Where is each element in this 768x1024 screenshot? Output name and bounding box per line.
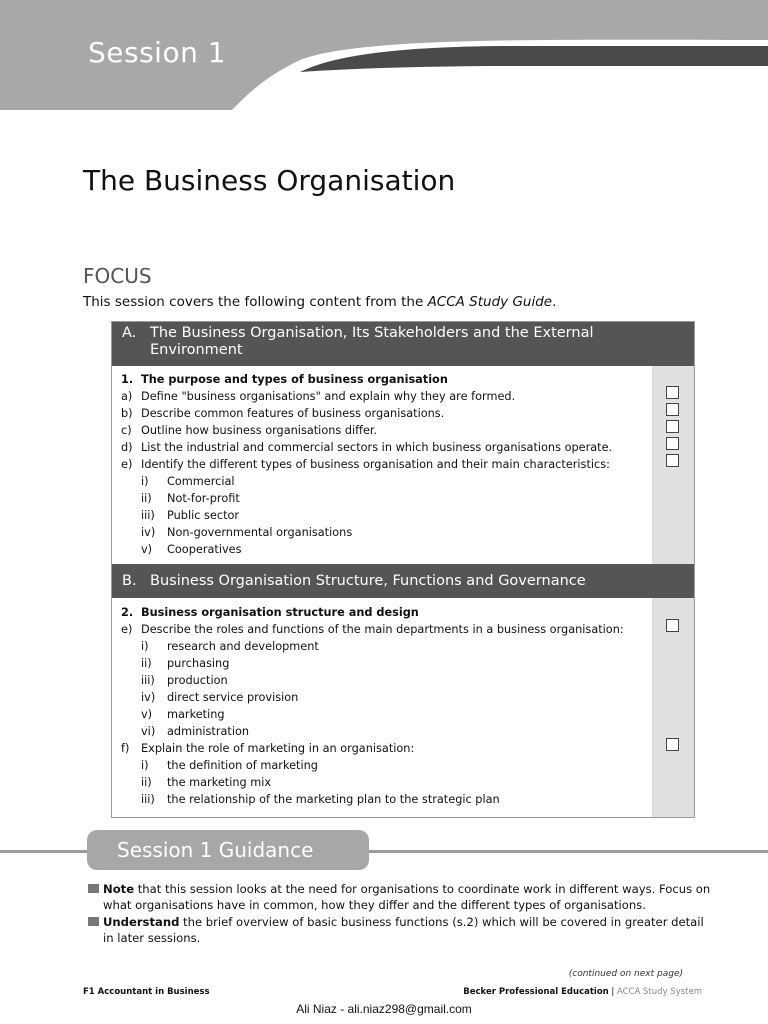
line-text: Not-for-profit	[167, 492, 240, 505]
line-text: Outline how business organisations differ.	[141, 424, 378, 437]
line-text: direct service provision	[167, 691, 299, 704]
guidance-keyword: Note	[103, 882, 135, 896]
line-text: production	[167, 674, 228, 687]
line-text: Cooperatives	[167, 543, 242, 556]
line-label: e)	[121, 458, 133, 471]
continued-note: (continued on next page)	[568, 969, 683, 979]
line-text: Describe common features of business organisations.	[141, 407, 445, 420]
checkbox-b-2e[interactable]	[666, 619, 679, 632]
checkbox-a-1c[interactable]	[666, 420, 679, 433]
line-text: List the industrial and commercial sectors in which business organisations operate.	[141, 441, 613, 454]
line-label: ii)	[141, 776, 152, 789]
guidance-list	[88, 881, 716, 947]
footer-course-name: F1 Accountant in Business	[83, 987, 210, 997]
line-text: The purpose and types of business organisation	[141, 373, 448, 386]
line-label: iv)	[141, 526, 156, 539]
line-text: administration	[167, 725, 250, 738]
sub-item-line	[121, 524, 651, 541]
sub-item-line	[121, 706, 651, 723]
line-label: v)	[141, 543, 153, 556]
section-b-lines	[121, 604, 651, 808]
focus-intro	[83, 294, 556, 310]
line-label: iii)	[141, 509, 155, 522]
guidance-text: the brief overview of basic business functions (s.2) which will be covered in greater detail in later sessions.	[103, 915, 704, 945]
sub-item-line	[121, 638, 651, 655]
section-a-letter: A.	[122, 325, 137, 341]
outcome-line	[121, 422, 651, 439]
topic-heading	[121, 371, 651, 388]
outcome-line	[121, 439, 651, 456]
line-label: i)	[141, 475, 149, 488]
section-b-letter: B.	[122, 573, 137, 589]
line-text: research and development	[167, 640, 319, 653]
session-title: Session 1	[88, 36, 227, 69]
line-text: Describe the roles and functions of the main departments in a business organisation:	[141, 623, 624, 636]
guidance-keyword: Understand	[103, 915, 180, 929]
line-label: b)	[121, 407, 133, 420]
checkbox-a-1a[interactable]	[666, 386, 679, 399]
footer-separator: |	[608, 987, 617, 997]
publisher-name: Becker Professional Education	[463, 987, 609, 997]
outcome-line	[121, 388, 651, 405]
line-text: the definition of marketing	[167, 759, 318, 772]
line-label: iv)	[141, 691, 156, 704]
topic-heading	[121, 604, 651, 621]
line-text: Public sector	[167, 509, 240, 522]
sub-item-line	[121, 689, 651, 706]
section-b-header	[112, 564, 694, 598]
line-label: iii)	[141, 793, 155, 806]
footer-publisher	[463, 987, 702, 997]
guidance-item	[88, 914, 716, 946]
line-label: vi)	[141, 725, 156, 738]
line-label: ii)	[141, 657, 152, 670]
sub-item-line	[121, 791, 651, 808]
line-text: Commercial	[167, 475, 235, 488]
sub-item-line	[121, 490, 651, 507]
study-guide-box	[111, 321, 695, 818]
study-guide-name: ACCA Study Guide	[427, 294, 553, 310]
attribution: Ali Niaz - ali.niaz298@gmail.com	[296, 1002, 472, 1016]
study-system-name: ACCA Study System	[617, 987, 702, 997]
section-a-title: The Business Organisation, Its Stakeholders and the External Environment	[150, 325, 594, 358]
focus-heading: FOCUS	[83, 264, 152, 288]
line-label: 2.	[121, 606, 134, 619]
outcome-line	[121, 621, 651, 638]
line-label: v)	[141, 708, 153, 721]
outcome-line	[121, 405, 651, 422]
checkbox-a-1b[interactable]	[666, 403, 679, 416]
checkbox-b-2f[interactable]	[666, 738, 679, 751]
sub-item-line	[121, 655, 651, 672]
checkbox-a-1e[interactable]	[666, 454, 679, 467]
line-text: the relationship of the marketing plan to the strategic plan	[167, 793, 500, 806]
square-bullet-icon	[88, 917, 99, 926]
line-label: a)	[121, 390, 133, 403]
line-label: i)	[141, 640, 149, 653]
line-text: Non-governmental organisations	[167, 526, 353, 539]
guidance-title: Session 1 Guidance	[87, 830, 369, 870]
checkbox-a-1d[interactable]	[666, 437, 679, 450]
sub-item-line	[121, 774, 651, 791]
line-text: Define "business organisations" and explain why they are formed.	[141, 390, 516, 403]
section-a-lines	[121, 371, 651, 558]
line-label: d)	[121, 441, 133, 454]
focus-intro-prefix: This session covers the following content from the	[83, 294, 428, 310]
square-bullet-icon	[88, 884, 99, 893]
line-text: purchasing	[167, 657, 230, 670]
section-a-header	[112, 322, 694, 366]
line-text: Explain the role of marketing in an organisation:	[141, 742, 415, 755]
line-label: e)	[121, 623, 133, 636]
line-text: the marketing mix	[167, 776, 272, 789]
outcome-line	[121, 456, 651, 473]
document-title: The Business Organisation	[83, 164, 456, 197]
line-label: i)	[141, 759, 149, 772]
line-text: marketing	[167, 708, 225, 721]
sub-item-line	[121, 723, 651, 740]
guidance-text: that this session looks at the need for organisations to coordinate work in different ways. Focus on what organisations have in common, how they differ and the different types of organisations.	[103, 882, 711, 912]
section-b-title: Business Organisation Structure, Functions and Governance	[150, 573, 586, 589]
outcome-line	[121, 740, 651, 757]
sub-item-line	[121, 473, 651, 490]
sub-item-line	[121, 757, 651, 774]
focus-intro-suffix: .	[552, 294, 557, 310]
line-text: Business organisation structure and design	[141, 606, 419, 619]
line-label: iii)	[141, 674, 155, 687]
line-label: c)	[121, 424, 132, 437]
sub-item-line	[121, 541, 651, 558]
line-label: f)	[121, 742, 130, 755]
sub-item-line	[121, 507, 651, 524]
line-text: Identify the different types of business organisation and their main characteristics:	[141, 458, 610, 471]
line-label: ii)	[141, 492, 152, 505]
sub-item-line	[121, 672, 651, 689]
line-label: 1.	[121, 373, 134, 386]
guidance-item	[88, 881, 716, 913]
